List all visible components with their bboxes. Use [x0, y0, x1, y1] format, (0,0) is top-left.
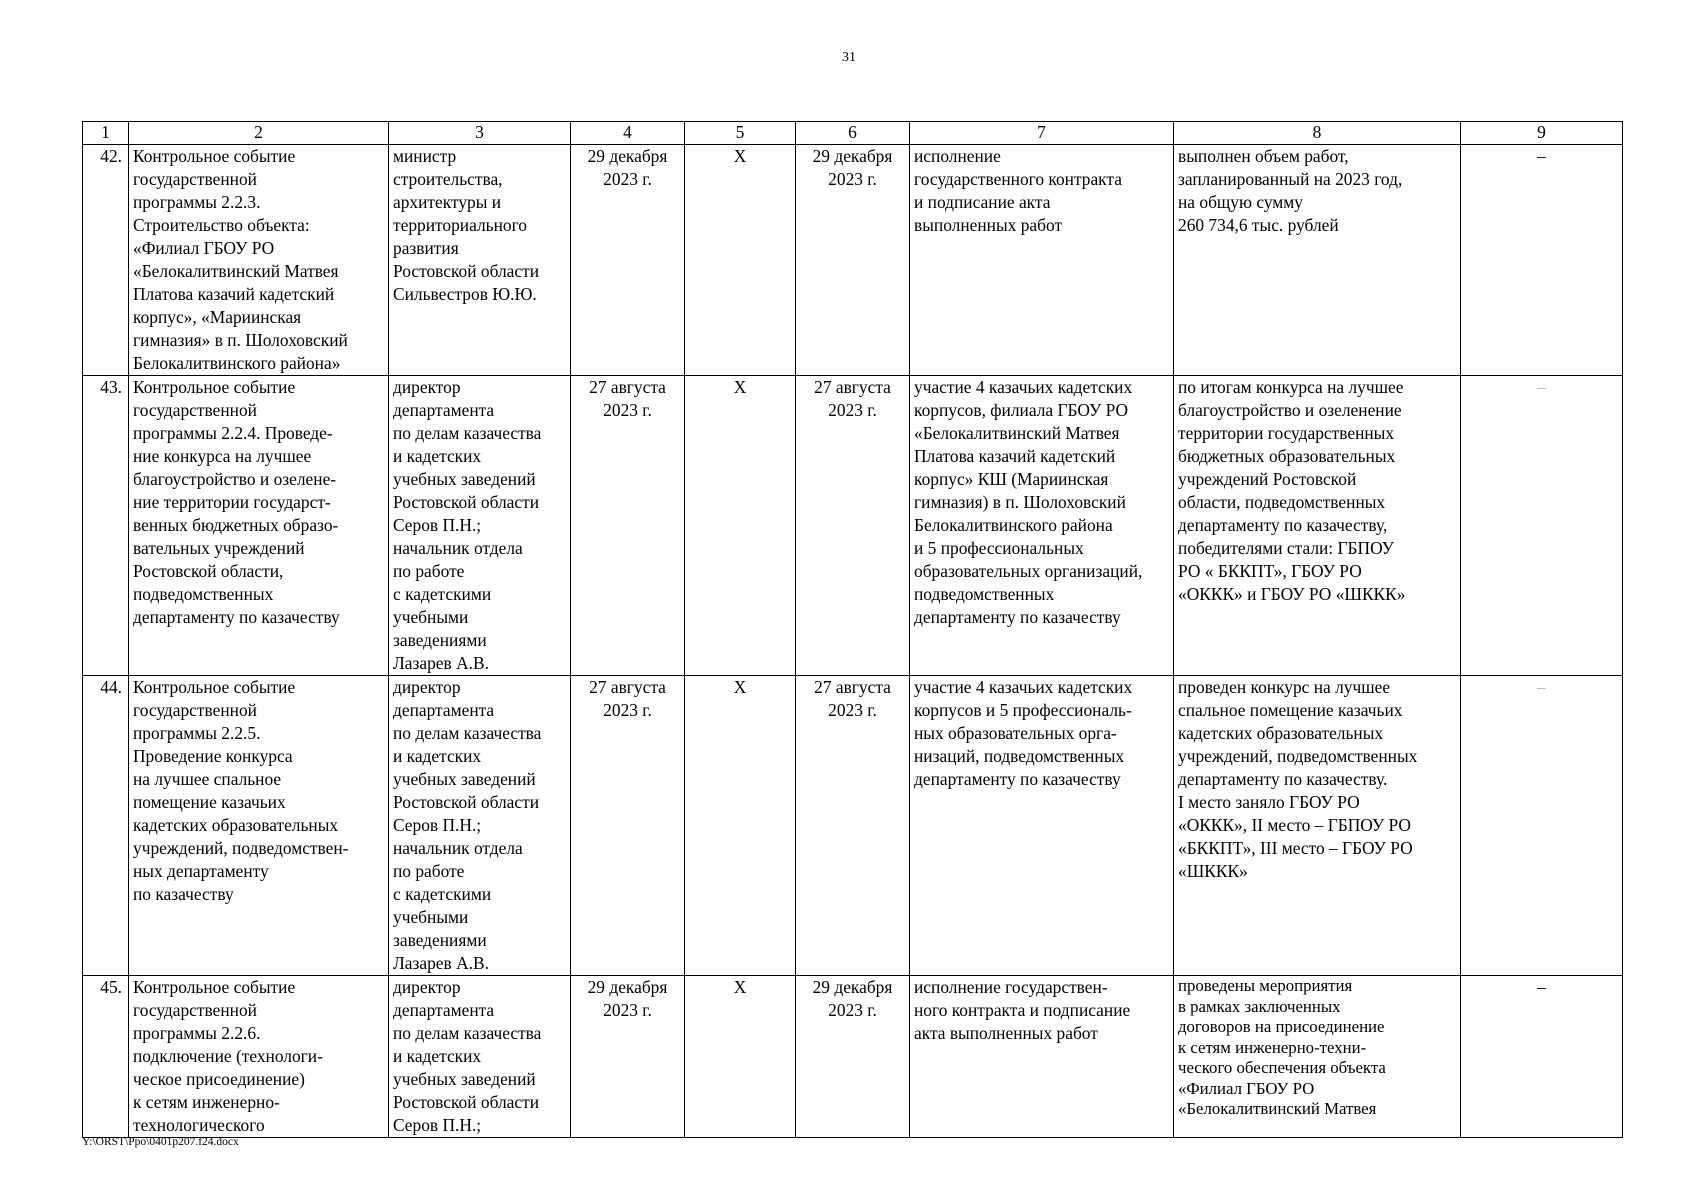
table-row: [83, 145, 1623, 376]
table-row: [83, 676, 1623, 976]
header-cell-4: 4: [571, 122, 685, 145]
table-row: [83, 976, 1623, 1138]
header-cell-3: 3: [389, 122, 571, 145]
planned-date: 27 августа 2023 г.: [571, 376, 685, 676]
header-cell-1: 1: [83, 122, 129, 145]
table-row: [83, 376, 1623, 676]
note-dash: –: [1461, 376, 1623, 676]
event-description: Контрольное событие государственной программы 2.2.6. подключение (технологи- ческое присоединение) к сетям инженерно- технологического: [129, 976, 389, 1138]
responsible-person: директор департамента по делам казачества и кадетских учебных заведений Ростовской области Серов П.Н.; начальник отдела по работе с кадетскими учебными заведениями Лазарев А.В.: [389, 676, 571, 976]
header-cell-6: 6: [796, 122, 910, 145]
actual-result: по итогам конкурса на лучшее благоустройство и озеленение территории государственных бюджетных образовательных учреждений Ростовской области, подведомственных департаменту по казачеству, победителями стали: ГБПОУ РО « БККПТ», ГБОУ РО «ОККК» и ГБОУ РО «ШККК»: [1174, 376, 1461, 676]
planned-date: 29 декабря 2023 г.: [571, 976, 685, 1138]
page-number: 31: [842, 50, 856, 65]
note-dash: –: [1461, 145, 1623, 376]
document-file-path: Y:\ORST\Ppo\0401p207.f24.docx: [82, 1136, 239, 1148]
planned-date: 27 августа 2023 г.: [571, 676, 685, 976]
planned-result: исполнение государствен- ного контракта и подписание акта выполненных работ: [910, 976, 1174, 1138]
control-events-table: [82, 121, 1623, 1138]
actual-date: 29 декабря 2023 г.: [796, 976, 910, 1138]
responsible-person: директор департамента по делам казачества и кадетских учебных заведений Ростовской области Серов П.Н.;: [389, 976, 571, 1138]
header-cell-2: 2: [129, 122, 389, 145]
row-number: 43.: [83, 376, 129, 676]
header-cell-8: 8: [1174, 122, 1461, 145]
planned-result: исполнение государственного контракта и подписание акта выполненных работ: [910, 145, 1174, 376]
planned-result: участие 4 казачьих кадетских корпусов и 5 профессиональ- ных образовательных орга- низаций, подведомственных департаменту по казачеству: [910, 676, 1174, 976]
responsible-person: директор департамента по делам казачества и кадетских учебных заведений Ростовской области Серов П.Н.; начальник отдела по работе с кадетскими учебными заведениями Лазарев А.В.: [389, 376, 571, 676]
actual-date: 27 августа 2023 г.: [796, 376, 910, 676]
header-cell-7: 7: [910, 122, 1174, 145]
row-number: 42.: [83, 145, 129, 376]
note-dash: –: [1461, 676, 1623, 976]
column-5-mark: Х: [685, 376, 796, 676]
actual-result: выполнен объем работ, запланированный на 2023 год, на общую сумму 260 734,6 тыс. рублей: [1174, 145, 1461, 376]
row-number: 44.: [83, 676, 129, 976]
header-cell-9: 9: [1461, 122, 1623, 145]
note-dash: –: [1461, 976, 1623, 1138]
actual-result: проведен конкурс на лучшее спальное помещение казачьих кадетских образовательных учреждений, подведомственных департаменту по казачеству. I место заняло ГБОУ РО «ОККК», II место – ГБПОУ РО «БККПТ», III место – ГБОУ РО «ШККК»: [1174, 676, 1461, 976]
responsible-person: министр строительства, архитектуры и территориального развития Ростовской области Сильвестров Ю.Ю.: [389, 145, 571, 376]
column-5-mark: Х: [685, 676, 796, 976]
event-description: Контрольное событие государственной программы 2.2.4. Проведе- ние конкурса на лучшее благоустройство и озелене- ние территории государст- венных бюджетных образо- вательных учреждений Ростовской области, подведомственных департаменту по казачеству: [129, 376, 389, 676]
table-header-row: [83, 122, 1623, 145]
event-description: Контрольное событие государственной программы 2.2.5. Проведение конкурса на лучшее спальное помещение казачьих кадетских образовательных учреждений, подведомствен- ных департаменту по казачеству: [129, 676, 389, 976]
column-5-mark: Х: [685, 976, 796, 1138]
event-description: Контрольное событие государственной программы 2.2.3. Строительство объекта: «Филиал ГБОУ РО «Белокалитвинский Матвея Платова казачий кадетский корпус», «Мариинская гимназия» в п. Шолоховский Белокалитвинского района»: [129, 145, 389, 376]
actual-date: 29 декабря 2023 г.: [796, 145, 910, 376]
planned-result: участие 4 казачьих кадетских корпусов, филиала ГБОУ РО «Белокалитвинский Матвея Платова казачий кадетский корпус» КШ (Мариинская гимназия) в п. Шолоховский Белокалитвинского района и 5 профессиональных образовательных организаций, подведомственных департаменту по казачеству: [910, 376, 1174, 676]
actual-date: 27 августа 2023 г.: [796, 676, 910, 976]
row-number: 45.: [83, 976, 129, 1138]
actual-result: проведены мероприятия в рамках заключенных договоров на присоединение к сетям инженерно-техни- ческого обеспечения объекта «Филиал ГБОУ РО «Белокалитвинский Матвея: [1174, 976, 1461, 1138]
planned-date: 29 декабря 2023 г.: [571, 145, 685, 376]
column-5-mark: Х: [685, 145, 796, 376]
header-cell-5: 5: [685, 122, 796, 145]
